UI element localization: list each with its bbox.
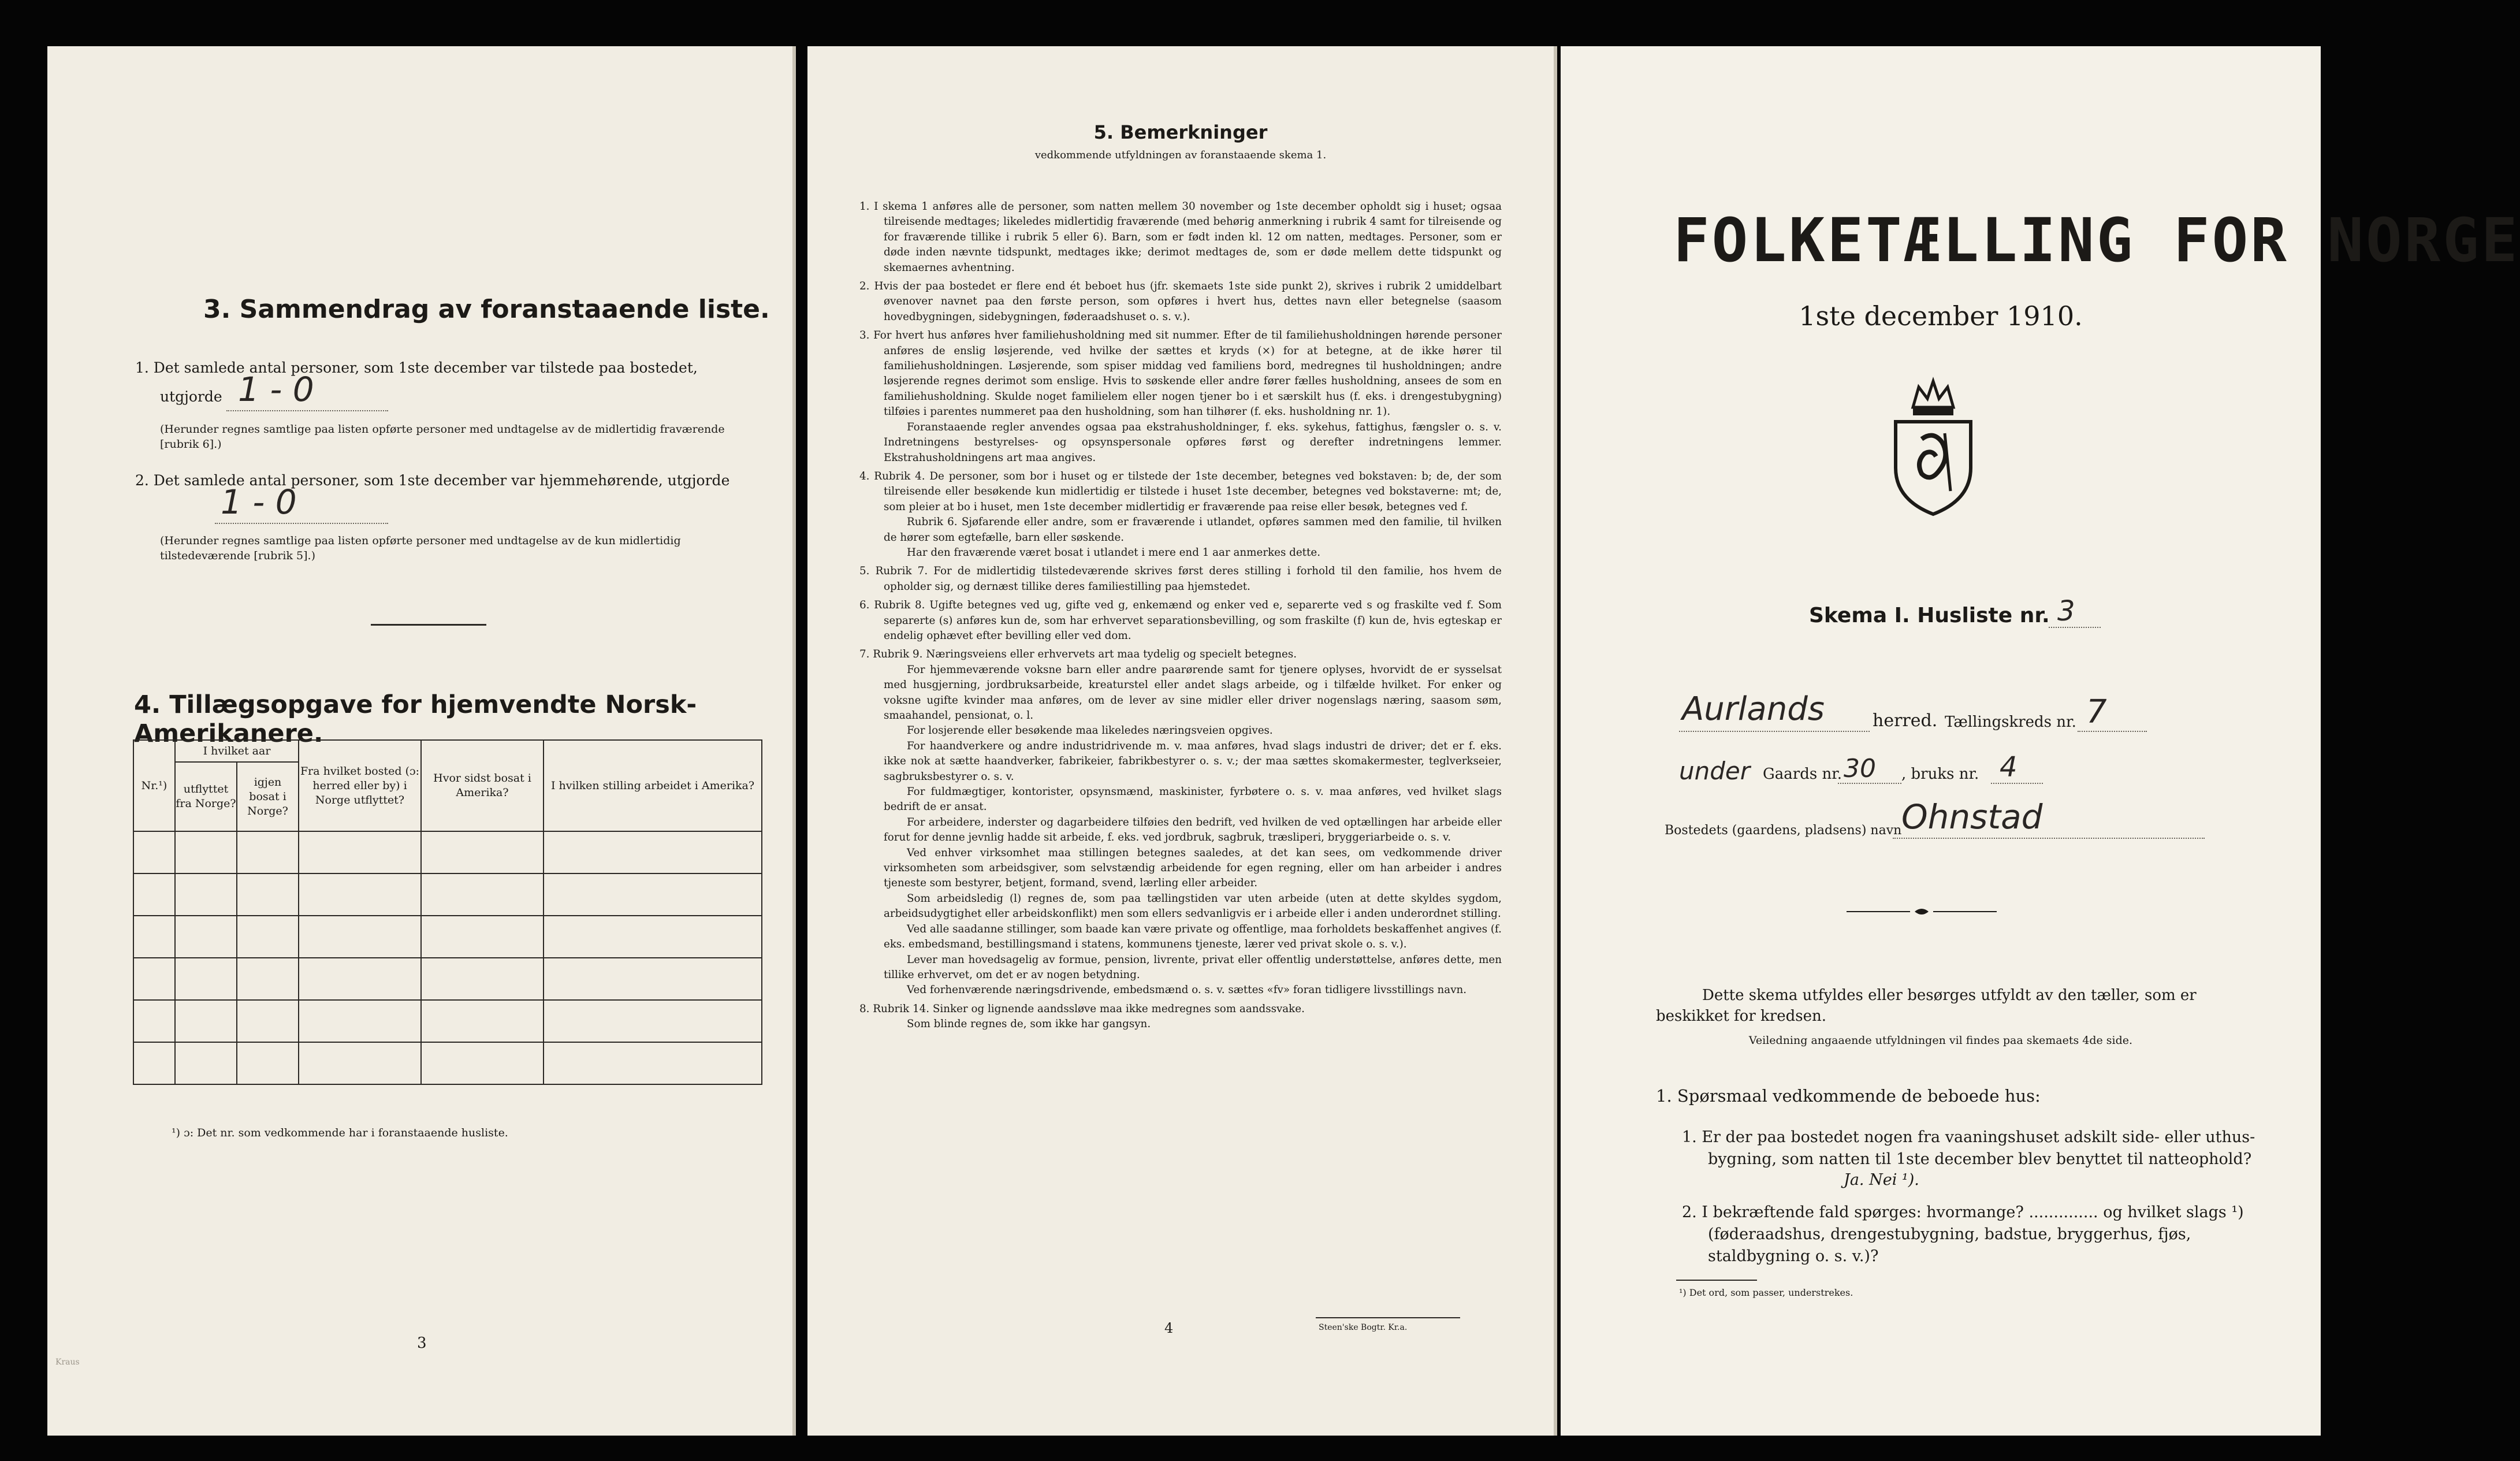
census-title: FOLKETÆLLING FOR NORGE [1673,205,2520,276]
page-left [47,46,792,1436]
herred-label: herred. [1873,711,1938,731]
remark-paragraph: Har den fraværende været bosat i utlandet i mere end 1 aar anmerkes dette. [907,546,1321,559]
remark-paragraph: 7. Rubrik 9. Næringsveiens eller erhvervets art maa tydelig og specielt betegnes. [859,648,1297,661]
printer-mark: Steen'ske Bogtr. Kr.a. [1319,1323,1408,1332]
dotted-line [1991,783,2043,784]
printer-rule [1316,1317,1460,1318]
table-row [133,831,762,873]
dotted-line [2049,627,2101,628]
table-row [133,916,762,958]
husliste-number[interactable]: 3 [2057,595,2075,627]
section4-footnote: ¹) ɔ: Det nr. som vedkommende har i foranstaaende husliste. [172,1127,508,1139]
remark-paragraph: Ved enhver virksomhet maa stillingen betegnes saaledes, at det kan sees, om vedkommende driver virksomheten som arbeidsgiver, som selvstændig arbeidende for egen regning, eller om han arbeider i andres tjeneste som bestyrer, betjent, formand, svend, lærling eller arbeider. [884,846,1502,890]
remark-paragraph: For arbeidere, inderster og dagarbeidere tilføies den bedrift, ved hvilken de ved optællingen har arbeide eller forut for denne jevnlig hadde sit arbeide, f. eks. ved jordbruk, sagbruk, træsliperi, bryggeriarbeide o. s. v. [884,816,1502,844]
remark-paragraph: For fuldmægtiger, kontorister, opsynsmænd, maskinister, fyrbøtere o. s. v. maa anføres, ved hvilket slags bedrift de er ansat. [884,786,1502,813]
page-middle [807,46,1554,1436]
section4-title: 4. Tillægsopgave for hjemvendte Norsk-Amerikanere. [134,690,697,748]
question-1-answer[interactable]: Ja. Nei ¹). [1838,1171,1919,1189]
table-row [133,1042,762,1084]
dotted-line [1893,838,2205,839]
remark-paragraph: For losjerende eller besøkende maa likeledes næringsveien opgives. [907,724,1273,737]
table-row [133,873,762,916]
remark-paragraph: 3. For hvert hus anføres hver familiehusholdning med sit nummer. Efter de til familiehusholdningen hørende personer anføres de enslig løsjerende, ved hvilke der sættes et kryds (×) for at betegne, at de ikke hører til familiehusholdningen. Løsjerende, som spiser middag ved familiens bord, medregnes til husholdningen; andre løsjerende regnes derimot som enslige. Hvis to søskende eller andre fører fælles husholdning, ansees de som en familiehusholdning. Skulde noget familielem eller nogen tjener bo i et særskilt hus (f. eks. i drengestubygning) tilføies i parentes nummeret paa den husholdning, som han tilhører (f. eks. husholdning nr. 1). [859,329,1502,418]
col-occupation: I hvilken stilling arbeidet i Amerika? [544,740,762,831]
dotted-line [2078,731,2147,732]
gaard-prefix[interactable]: under [1679,757,1751,785]
page-gutter [792,46,796,1436]
page-number: 4 [1164,1320,1174,1336]
col-nr: Nr.¹) [133,740,175,831]
remark-paragraph: 4. Rubrik 4. De personer, som bor i huset og er tilstede der 1ste december, betegnes ved bokstaven: b; de, der som tilreisende eller besøkende kun midlertidig er tilstede i huset 1ste december, betegnes ved bokstaverne: mt; de, som pleier at bo i huset, men 1ste december midlertidig er fraværende paa reise eller besøk, betegnes ved f. [859,470,1502,513]
guidance-text: Veiledning angaaende utfyldningen vil findes paa skemaets 4de side. [1748,1034,2133,1047]
remark-paragraph: For hjemmeværende voksne barn eller andre paarørende samt for tjenere oplyses, hvorvidt de er sysselsat med husgjerning, jordbruksarbeide, kreaturstel eller andet slags arbeide, og i tilfælde hvilket. For enker og voksne ugifte kvinder maa anføres, om de lever av sine midler eller driver nogenslags næring, saasom søm, smaahandel, pensionat, o. l. [884,663,1502,722]
instruction-text: Dette skema utfyldes eller besørges utfyldt av den tæller, som er beskikket for kredsen. [1656,987,2197,1025]
dotted-line [215,523,388,524]
norwegian-coat-of-arms-icon [1881,376,1985,520]
remark-paragraph: Som arbeidsledig (l) regnes de, som paa tællingstiden var uten arbeide (uten at dette skyldes sygdom, arbeidsudygtighet eller arbeidskonflikt) men som ellers sedvanligvis er i arbeide eller i anden underordnet stilling. [884,892,1502,920]
remarks-title: 5. Bemerkninger [1093,121,1268,143]
page-gutter [1554,46,1557,1436]
remark-paragraph: 8. Rubrik 14. Sinker og lignende aandssløve maa ikke medregnes som aandssvake. [859,1002,1305,1015]
questions-heading: 1. Spørsmaal vedkommende de beboede hus: [1656,1086,2041,1106]
gaard-value[interactable]: 30 [1844,754,1876,783]
question-2: 2. I bekræftende fald spørges: hvormange? .............. og hvilket slags ¹) (føderaadshus, drengestubygning, badstue, bryggerhus, fjøs, staldbygning o. s. v.)? [1682,1203,2244,1265]
remark-paragraph: 6. Rubrik 8. Ugifte betegnes ved ug, gifte ved g, enkemænd og enker ved e, separerte ved s og fraskilte ved f. Som separerte (s) anføres kun de, som har erhvervet separationsbevilling, og som fraskilte (f) kun de, hvis egteskap er endelig ophævet efter bevilling eller ved dom. [859,599,1502,642]
bosted-label: Bostedets (gaardens, pladsens) navn [1665,823,1902,838]
corner-mark: Kraus [55,1358,80,1367]
remark-paragraph: For haandverkere og andre industridrivende m. v. maa anføres, hvad slags industri de driver; det er f. eks. ikke nok at sætte haandverker, fabrikeier, fabrikbestyrer o. s. v.; der maa sættes skomakermester, teglverkseier, sagbruksbestyrer o. s. v. [884,739,1502,783]
page-number: 3 [417,1334,427,1352]
section3-item2: 2. Det samlede antal personer, som 1ste december var hjemmehørende, utgjorde [135,472,730,489]
section-divider [371,624,486,626]
bruk-value[interactable]: 4 [2000,751,2018,783]
remark-paragraph: 5. Rubrik 7. For de midlertidig tilstedeværende skrives først deres stilling i forhold til den familie, hos hvem de opholder sig, og dernæst tillike deres familiestilling paa hjemstedet. [859,565,1502,593]
dotted-line [1838,783,1901,784]
page-right [1561,46,2520,1436]
col-group-year: I hvilket aar [175,740,299,762]
remark-paragraph: Som blinde regnes de, som ikke har gangsyn. [907,1018,1151,1031]
remark-paragraph: Rubrik 6. Sjøfarende eller andre, som er fraværende i utlandet, opføres sammen med den familie, til hvilken de hører som egtefælle, barn eller søskende. [884,516,1502,544]
col-from: Fra hvilket bosted (ɔ: herred eller by) i Norge utflyttet? [299,740,421,831]
col-emigrated: utflyttet fra Norge? [175,762,237,831]
section3-item2-value[interactable]: 1 - 0 [221,482,297,522]
section3-title: 3. Sammendrag av foranstaaende liste. [203,295,770,324]
herred-value[interactable]: Aurlands [1682,690,1825,728]
krets-value[interactable]: 7 [2086,693,2107,731]
dotted-line [226,410,388,411]
remarks-body [859,199,1502,1032]
section3-item1-value[interactable]: 1 - 0 [238,370,314,409]
bosted-value[interactable]: Ohnstad [1901,797,2043,837]
bruk-label: , bruks nr. [1901,765,1979,783]
section3-item1-utgjorde: utgjorde [160,388,222,405]
question-1: 1. Er der paa bostedet nogen fra vaaningshuset adskilt side- eller uthus-bygning, som natten til 1ste december blev benyttet til natteophold? [1682,1128,2255,1168]
krets-label: Tællingskreds nr. [1945,713,2076,731]
census-date: 1ste december 1910. [1799,300,2083,332]
remark-paragraph: Foranstaaende regler anvendes ogsaa paa ekstrahusholdninger, f. eks. sykehus, fattighus, fængsler o. s. v. Indretningens bestyrelses- og opsynspersonale opføres først og derefter indretningens lemmer. Ekstrahusholdningens art maa angives. [884,421,1502,464]
schema-label: Skema I. Husliste nr. [1809,604,2050,627]
gaard-label: Gaards nr. [1763,765,1842,783]
americans-table [133,739,762,1085]
remark-paragraph: Ved forhenværende næringsdrivende, embedsmænd o. s. v. sættes «fv» foran tidligere livsstillings navn. [907,984,1467,997]
table-row [133,958,762,1000]
ornament-divider-icon [1847,907,1997,919]
remark-paragraph: Lever man hovedsagelig av formue, pension, livrente, privat eller offentlig understøttelse, anføres dette, men tillike erhvervet, om det er av nogen betydning. [884,953,1502,981]
footnote: ¹) Det ord, som passer, understrekes. [1679,1287,1853,1298]
footnote-rule [1676,1280,1757,1281]
section3-item2-note: (Herunder regnes samtlige paa listen opførte personer med undtagelse av de kun midlertidig tilstedeværende [rubrik 5].) [160,534,681,562]
section3-item1: 1. Det samlede antal personer, som 1ste december var tilstede paa bostedet, [135,359,698,376]
remarks-subtitle: vedkommende utfyldningen av foranstaaende skema 1. [1034,149,1327,161]
section3-item1-note: (Herunder regnes samtlige paa listen opførte personer med undtagelse av de midlertidig fraværende [rubrik 6].) [160,423,725,451]
col-last-residence: Hvor sidst bosat i Amerika? [421,740,544,831]
remark-paragraph: 2. Hvis der paa bostedet er flere end ét beboet hus (jfr. skemaets 1ste side punkt 2), skrives i rubrik 2 umiddelbart øvenover navnet paa den første person, som opføres i hvert hus, dettes navn eller betegnelse (saasom hovedbygningen, sidebygningen, føderaadshuset o. s. v.). [859,280,1502,323]
dotted-line [1679,731,1870,732]
col-returned: igjen bosat i Norge? [237,762,299,831]
remark-paragraph: 1. I skema 1 anføres alle de personer, som natten mellem 30 november og 1ste december opholdt sig i huset; ogsaa tilreisende medtages; likeledes midlertidig fraværende (med behørig anmerkning i rubrik 4 samt for tilreisende og for fraværende tillike i rubrik 5 eller 6). Barn, som er født inden kl. 12 om natten, medtages. Personer, som er døde inden nævnte tidspunkt, medtages ikke; derimot medtages de, som er døde mellem dette tidspunkt og skemaernes avhentning. [859,200,1502,274]
remark-paragraph: Ved alle saadanne stillinger, som baade kan være private og offentlige, maa forholdets beskaffenhet angives (f. eks. embedsmand, bestillingsmand i statens, kommunens tjeneste, lærer ved privat skole o. s. v.). [884,923,1502,951]
table-row [133,1000,762,1042]
